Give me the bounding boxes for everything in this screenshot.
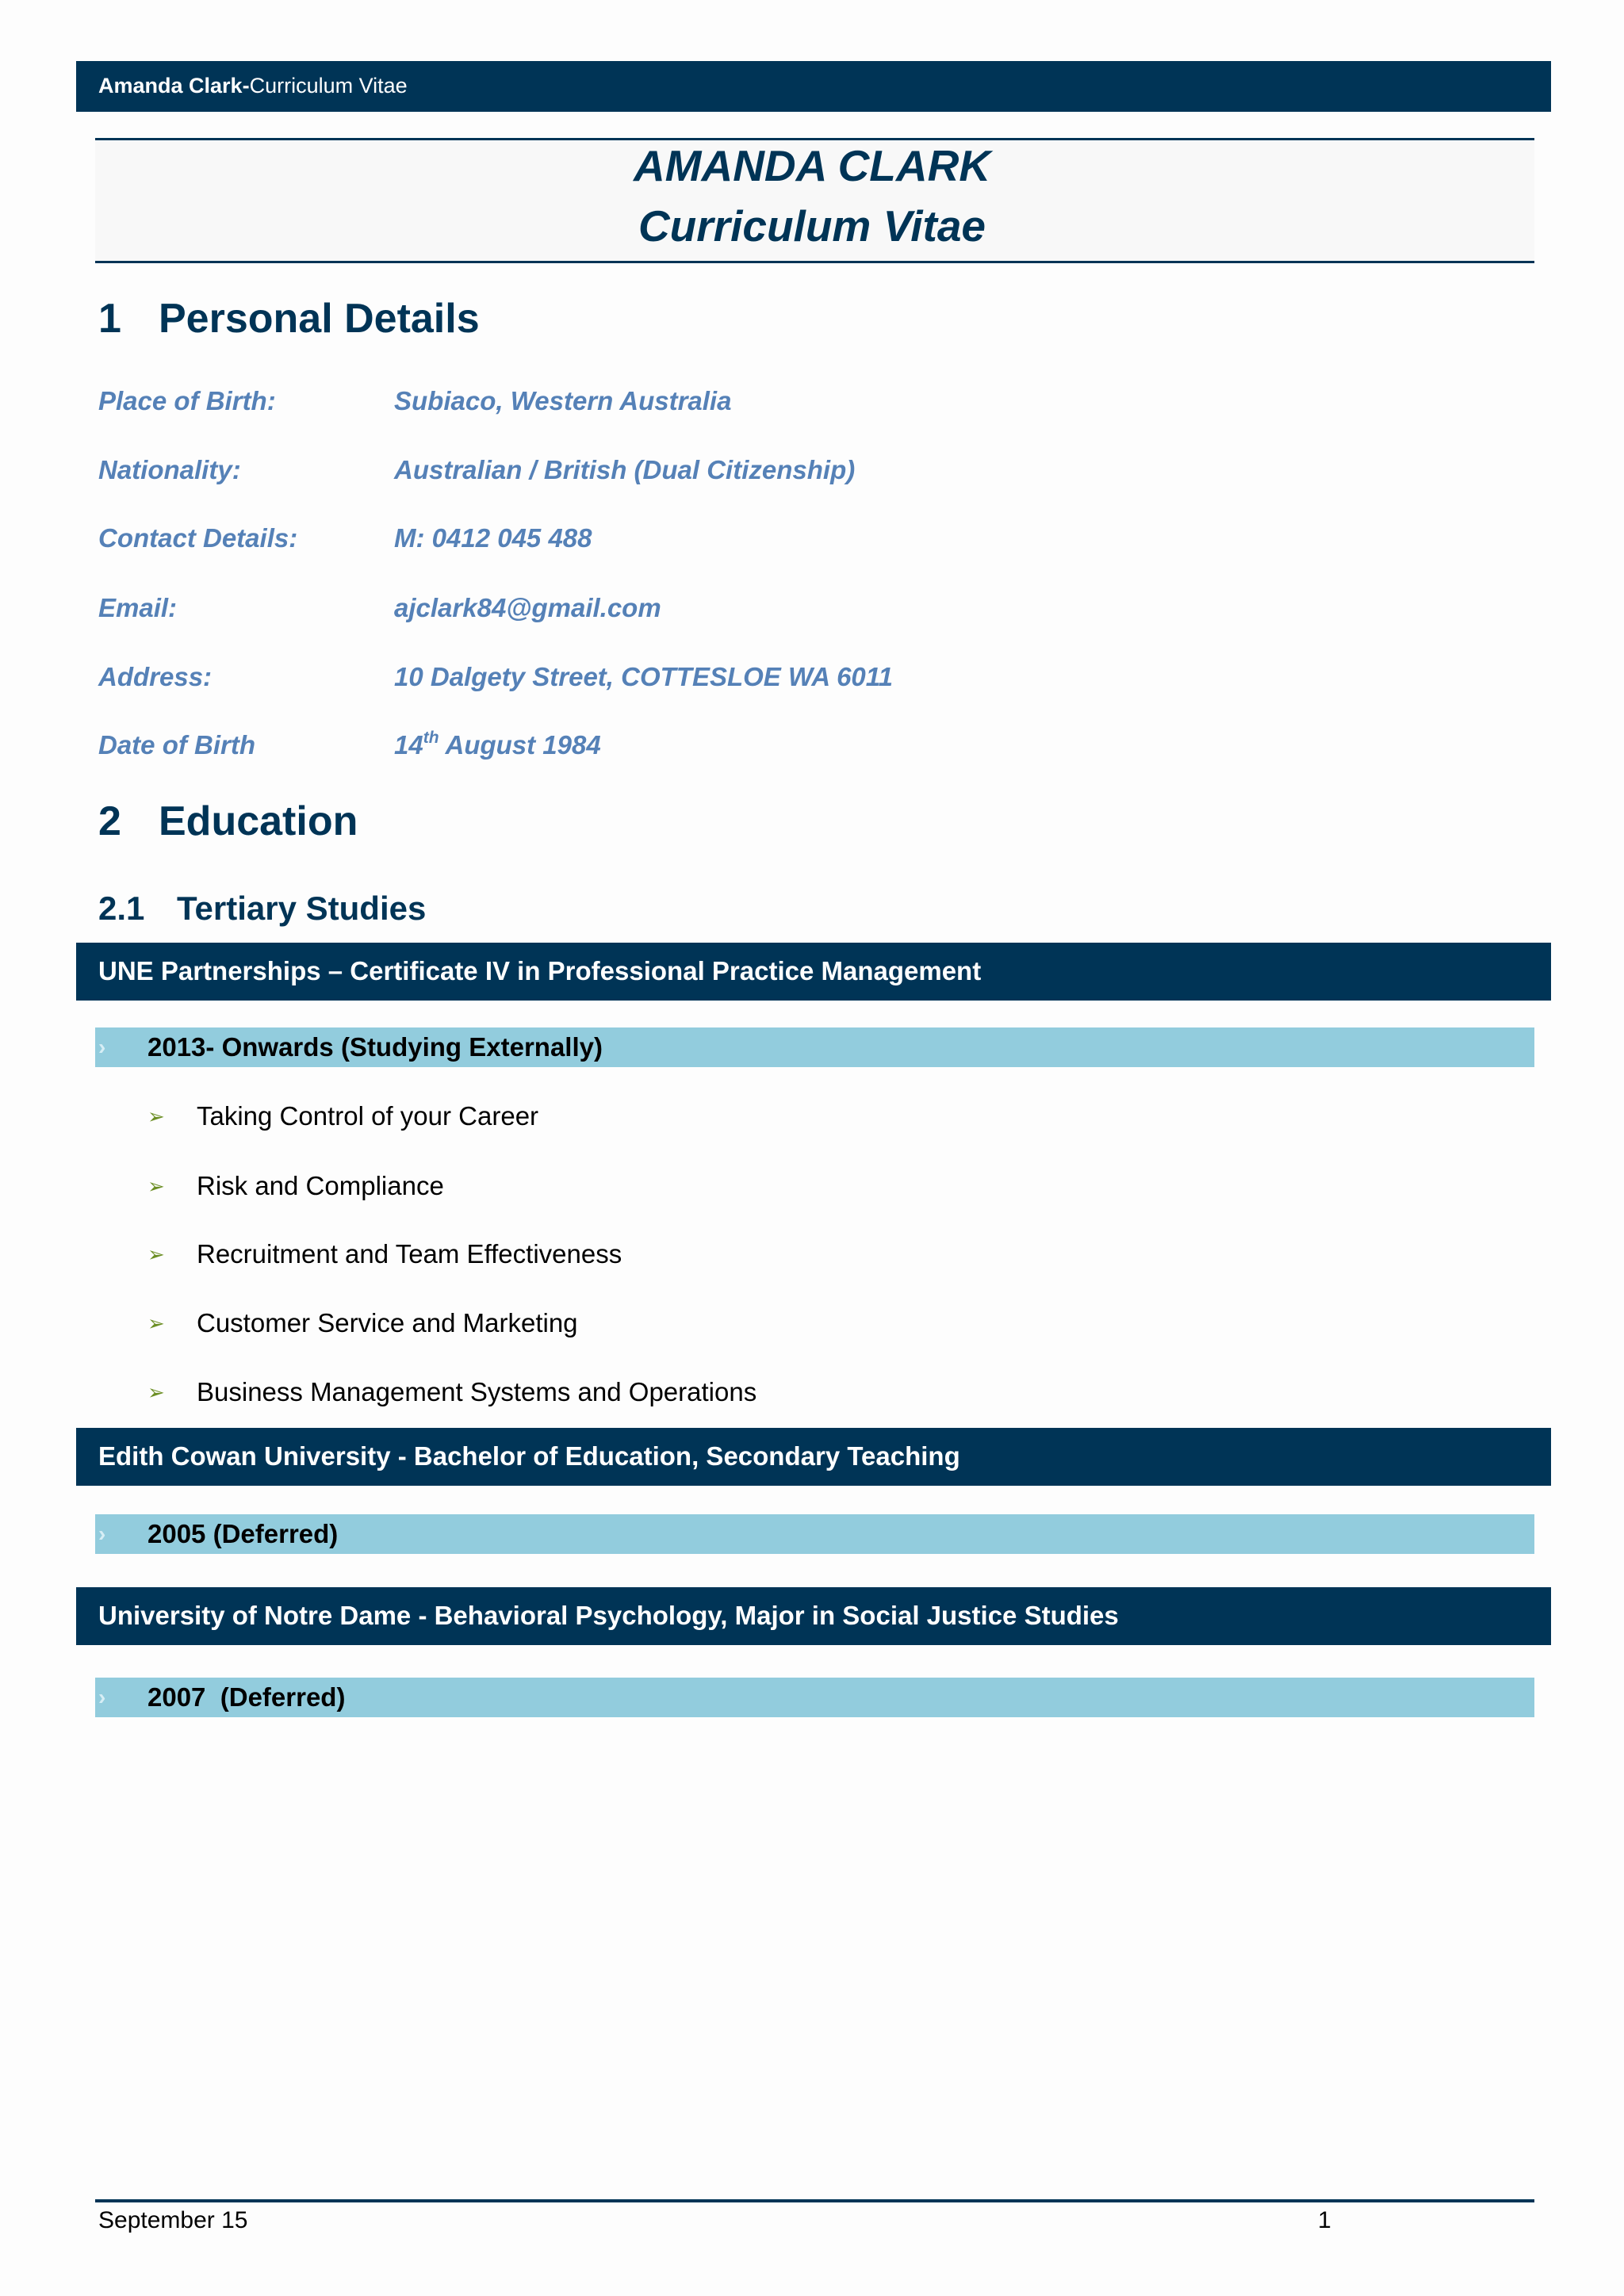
section-title: Education: [159, 798, 358, 844]
footer-rule: [95, 2199, 1534, 2202]
year-label: 2013- Onwards (Studying Externally): [147, 1032, 603, 1062]
detail-value-place-of-birth: Subiaco, Western Australia: [394, 386, 732, 415]
detail-value-contact: M: 0412 045 488: [394, 523, 592, 553]
year-label: 2005 (Deferred): [147, 1519, 339, 1548]
list-item: Customer Service and Marketing: [197, 1308, 578, 1337]
detail-label-email: Email:: [98, 593, 178, 622]
document-name-title: AMANDA CLARK: [633, 141, 991, 190]
detail-value-date-of-birth: [394, 729, 601, 762]
chevron-right-icon: ›: [98, 1035, 106, 1059]
arrow-bullet-icon: ➢: [147, 1380, 165, 1404]
detail-value-email: ajclark84@gmail.com: [394, 593, 661, 622]
detail-label-place-of-birth: Place of Birth:: [98, 386, 276, 415]
arrow-bullet-icon: ➢: [147, 1174, 165, 1198]
section-heading-education: [98, 796, 358, 847]
chevron-right-icon: ›: [98, 1521, 106, 1546]
section-number: 2: [98, 798, 121, 844]
page-number: 1: [1318, 2207, 1331, 2233]
section-number: 1: [98, 296, 121, 342]
header-doc-title: Curriculum Vitae: [249, 74, 408, 98]
dob-day: 14: [394, 730, 423, 760]
header-name: Amanda Clark: [98, 74, 243, 98]
subsection-heading-tertiary-studies: [98, 888, 426, 929]
arrow-bullet-icon: ➢: [147, 1242, 165, 1266]
detail-label-address: Address:: [98, 662, 213, 691]
year-label: 2007 (Deferred): [147, 1682, 346, 1712]
subsection-number: 2.1: [98, 890, 145, 927]
dob-ordinal-suffix: th: [423, 729, 439, 747]
running-header: [98, 71, 408, 100]
institution-title: University of Notre Dame - Behavioral Psychology, Major in Social Justice Studies: [98, 1601, 1119, 1630]
subsection-title: Tertiary Studies: [177, 890, 427, 927]
detail-label-contact: Contact Details:: [98, 523, 298, 553]
detail-value-nationality: Australian / British (Dual Citizenship): [394, 455, 856, 484]
section-heading-personal-details: [98, 293, 480, 344]
arrow-bullet-icon: ➢: [147, 1104, 165, 1128]
institution-title: UNE Partnerships – Certificate IV in Professional Practice Management: [98, 956, 982, 985]
list-item: Recruitment and Team Effectiveness: [197, 1239, 622, 1269]
dob-month-year: August 1984: [439, 730, 601, 760]
institution-title: Edith Cowan University - Bachelor of Education, Secondary Teaching: [98, 1441, 960, 1471]
arrow-bullet-icon: ➢: [147, 1311, 165, 1335]
list-item: Taking Control of your Career: [197, 1101, 539, 1131]
detail-label-nationality: Nationality:: [98, 455, 241, 484]
list-item: Risk and Compliance: [197, 1171, 444, 1200]
detail-value-address: 10 Dalgety Street, COTTESLOE WA 6011: [394, 662, 894, 691]
header-separator: -: [242, 74, 250, 98]
section-title: Personal Details: [159, 296, 480, 342]
title-bottom-rule: [95, 261, 1534, 263]
footer-date: September 15: [98, 2207, 248, 2233]
chevron-right-icon: ›: [98, 1685, 106, 1709]
list-item: Business Management Systems and Operations: [197, 1377, 757, 1406]
detail-label-date-of-birth: Date of Birth: [98, 730, 255, 760]
document-subtitle: Curriculum Vitae: [638, 201, 986, 251]
